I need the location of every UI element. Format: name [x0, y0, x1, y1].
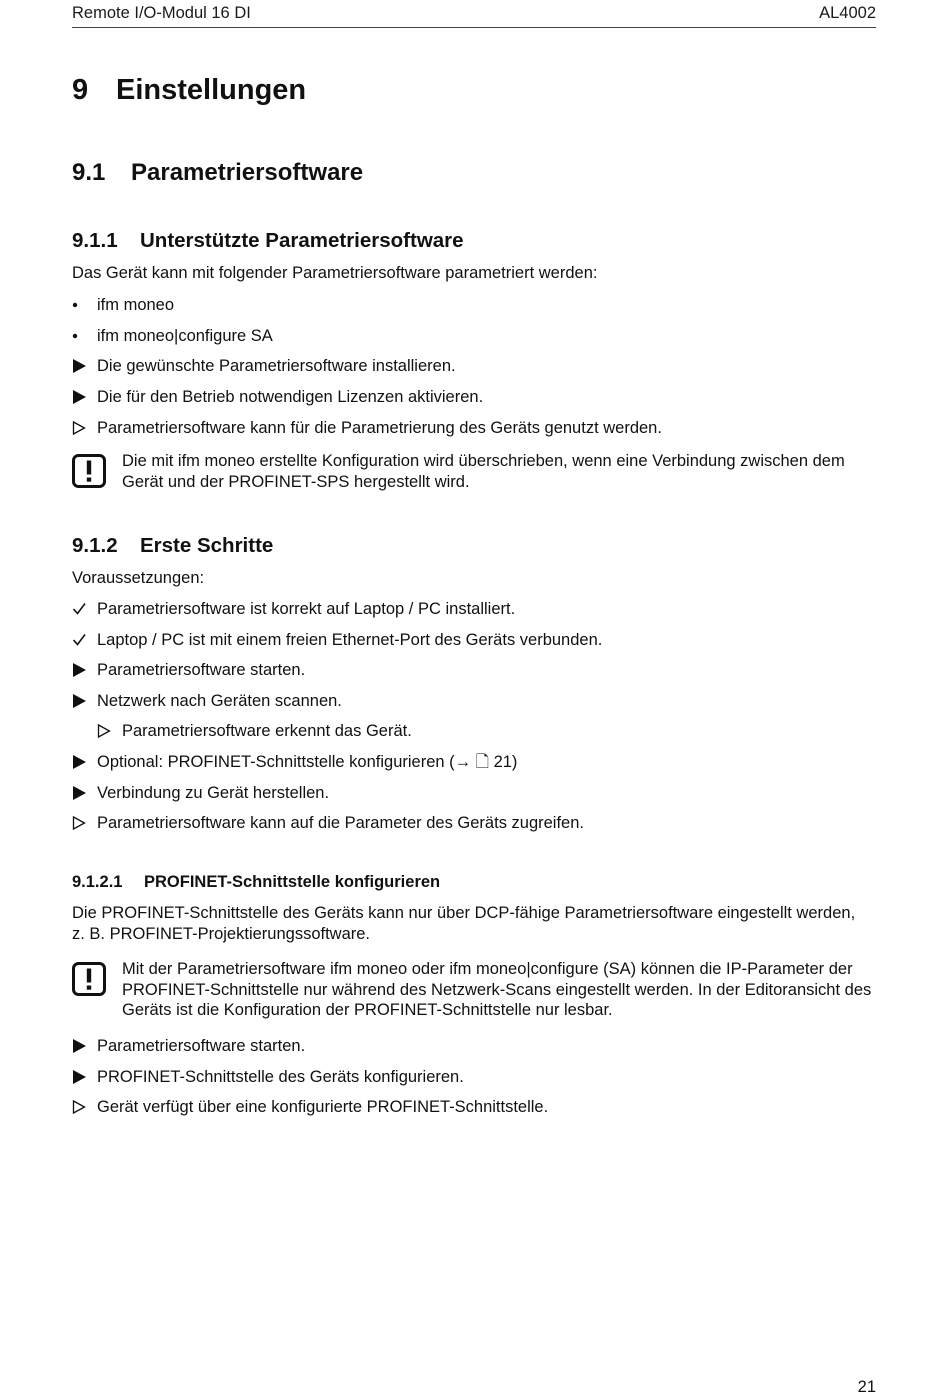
- header-product-code: AL4002: [819, 4, 876, 22]
- bullet-icon: [72, 295, 90, 315]
- list-item-text: Parametriersoftware ist korrekt auf Laptop / PC installiert.: [97, 600, 516, 618]
- list-item-text: Gerät verfügt über eine konfigurierte PROFINET-Schnittstelle.: [97, 1098, 549, 1117]
- checkmark-icon: [72, 599, 90, 619]
- result-triangle-icon: [72, 418, 90, 438]
- action-triangle-icon: [72, 387, 90, 407]
- checkmark-icon: [72, 630, 90, 650]
- list-item-text: Parametriersoftware starten.: [97, 1037, 306, 1055]
- list-item-text: Laptop / PC ist mit einem freien Ethernet-Port des Geräts verbunden.: [97, 630, 603, 649]
- action-triangle-icon: [72, 1036, 90, 1056]
- list-item-text: Optional: PROFINET-Schnittstelle konfigurieren (→ 🗋 21): [97, 753, 518, 771]
- list-item-text: Die für den Betrieb notwendigen Lizenzen aktivieren.: [97, 388, 484, 407]
- section-title: Parametriersoftware: [131, 159, 364, 186]
- bullet-icon: [72, 326, 90, 346]
- chapter-number: 9: [72, 74, 89, 106]
- paragraph-intro-9121: Die PROFINET-Schnittstelle des Geräts kann nur über DCP-fähige Parametriersoftware eingestellt werden, z. B. PROFINET-Projektierungssoftware.: [72, 904, 856, 943]
- subsubsection-title: PROFINET-Schnittstelle konfigurieren: [144, 873, 441, 891]
- note-icon: [72, 962, 106, 996]
- action-triangle-icon: [72, 752, 90, 772]
- chapter-heading: [72, 74, 306, 107]
- subsection-title: Unterstützte Parametriersoftware: [140, 229, 464, 252]
- action-triangle-icon: [72, 691, 90, 711]
- paragraph-intro-912: Voraussetzungen:: [72, 569, 205, 587]
- subsubsection-number: 9.1.2.1: [72, 873, 123, 891]
- section-heading: [72, 159, 363, 187]
- list-item-text: Parametriersoftware erkennt das Gerät.: [122, 722, 412, 741]
- list-item-text: Netzwerk nach Geräten scannen.: [97, 691, 342, 710]
- subsection-number: 9.1.2: [72, 534, 118, 557]
- subsection-heading-911: [72, 229, 464, 253]
- page-number: 21: [857, 1378, 876, 1396]
- subsection-heading-912: [72, 534, 273, 558]
- subsubsection-heading-9121: [72, 873, 440, 892]
- result-triangle-icon: [72, 813, 90, 833]
- list-item-text: Parametriersoftware kann für die Parametrierung des Geräts genutzt werden.: [97, 418, 662, 437]
- list-item-text: PROFINET-Schnittstelle des Geräts konfigurieren.: [97, 1067, 464, 1086]
- result-triangle-icon: [97, 721, 115, 741]
- list-item-text: Parametriersoftware starten.: [97, 661, 306, 680]
- note-text-9121: Mit der Parametriersoftware ifm moneo oder ifm moneo|configure (SA) können die IP-Parameter der PROFINET-Schnittstelle nur während des Netzwerk-Scans eingestellt werden. In der Editoransicht des Geräts ist die Konfiguration der PROFINET-Schnittstelle nur lesbar.: [122, 960, 872, 1019]
- list-item-text: Verbindung zu Gerät herstellen.: [97, 783, 330, 802]
- subsection-number: 9.1.1: [72, 229, 118, 252]
- action-triangle-icon: [72, 356, 90, 376]
- note-text-911: Die mit ifm moneo erstellte Konfiguration wird überschrieben, wenn eine Verbindung zwischen dem Gerät und der PROFINET-SPS hergestellt wird.: [122, 452, 845, 491]
- action-triangle-icon: [72, 1067, 90, 1087]
- header-divider: [72, 27, 876, 28]
- subsection-title: Erste Schritte: [140, 534, 274, 557]
- paragraph-intro-911: Das Gerät kann mit folgender Parametriersoftware parametriert werden:: [72, 264, 598, 282]
- action-triangle-icon: [72, 783, 90, 803]
- list-item-text: Parametriersoftware kann auf die Parameter des Geräts zugreifen.: [97, 814, 584, 833]
- list-item-text: ifm moneo: [97, 296, 175, 314]
- header-title: Remote I/O-Modul 16 DI: [72, 4, 251, 22]
- list-item-text: ifm moneo|configure SA: [97, 326, 273, 345]
- list-item-text: Die gewünschte Parametriersoftware installieren.: [97, 357, 456, 376]
- action-triangle-icon: [72, 660, 90, 680]
- note-icon: [72, 454, 106, 488]
- chapter-title: Einstellungen: [116, 74, 307, 106]
- result-triangle-icon: [72, 1097, 90, 1117]
- section-number: 9.1: [72, 159, 106, 186]
